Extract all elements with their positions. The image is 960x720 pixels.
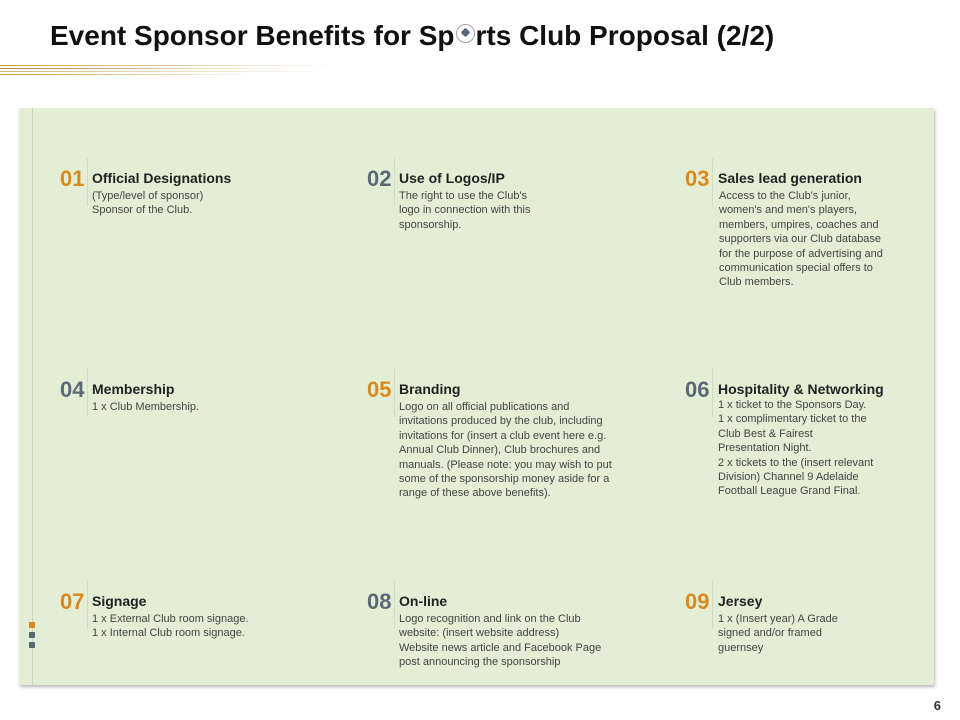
page-number: 6	[933, 698, 941, 713]
title-text-start: Event Sponsor Benefits for Sp	[50, 20, 455, 51]
accent-marker-slate-2	[29, 642, 35, 648]
benefit-divider	[712, 581, 713, 629]
benefit-number: 05	[367, 377, 392, 402]
benefit-divider	[87, 158, 88, 206]
benefit-number: 02	[367, 166, 392, 191]
benefit-description: Logo recognition and link on the Club website: (insert website address) Website news article and Facebook Page post announcing the sponsorship	[399, 613, 602, 669]
benefit-divider	[712, 369, 713, 417]
benefit-number: 08	[367, 589, 392, 614]
benefit-description: 1 x ticket to the Sponsors Day. 1 x complimentary ticket to the Club Best & Fairest Presentation Night. 2 x tickets to the (insert relevant Division) Channel 9 Adelaide Football League Grand Final.	[718, 399, 874, 498]
benefit-title: Sales lead generation	[718, 170, 862, 186]
benefit-description: 1 x (Insert year) A Grade signed and/or framed guernsey	[718, 613, 838, 654]
title-underline-decoration	[0, 63, 350, 79]
benefit-title: Use of Logos/IP	[399, 170, 505, 186]
benefit-title: Branding	[399, 381, 461, 397]
benefit-title: Jersey	[718, 593, 763, 609]
benefit-title: Hospitality & Networking	[718, 381, 884, 397]
benefit-divider	[394, 158, 395, 206]
benefit-description: 1 x Club Membership.	[92, 401, 199, 413]
benefit-number: 09	[685, 589, 710, 614]
benefit-description: 1 x External Club room signage. 1 x Internal Club room signage.	[92, 613, 249, 640]
benefit-title: On-line	[399, 593, 448, 609]
benefit-title: Membership	[92, 381, 175, 397]
benefit-divider	[394, 581, 395, 629]
benefit-number: 06	[685, 377, 710, 402]
accent-marker-slate	[29, 632, 35, 638]
benefit-description: (Type/level of sponsor) Sponsor of the Club.	[92, 190, 204, 217]
slide-title	[50, 20, 774, 52]
benefit-divider	[87, 369, 88, 417]
soccer-ball-icon	[456, 24, 475, 43]
benefit-title: Signage	[92, 593, 147, 609]
benefit-divider	[394, 369, 395, 417]
benefit-number: 01	[60, 166, 85, 191]
benefit-number: 07	[60, 589, 85, 614]
title-text-end: rts Club Proposal (2/2)	[475, 20, 775, 51]
benefit-divider	[87, 581, 88, 629]
panel-edge-line	[32, 108, 33, 685]
benefit-divider	[712, 158, 713, 206]
benefit-number: 04	[60, 377, 85, 402]
benefit-title: Official Designations	[92, 170, 232, 186]
benefit-description: The right to use the Club's logo in connection with this sponsorship.	[399, 190, 531, 231]
benefit-description: Logo on all official publications and invitations produced by the club, including invitations for (insert a club event here e.g. Annual Club Dinner), Club brochures and manuals. (Please note: you may wish to put some of the sponsorship money aside for a range of these above benefits).	[399, 401, 612, 500]
accent-marker-orange	[29, 622, 35, 628]
benefit-description: Access to the Club's junior, women's and men's players, members, umpires, coaches and supporters via our Club database for the purpose of advertising and communication special offers to Club members.	[719, 190, 883, 289]
benefit-number: 03	[685, 166, 710, 191]
